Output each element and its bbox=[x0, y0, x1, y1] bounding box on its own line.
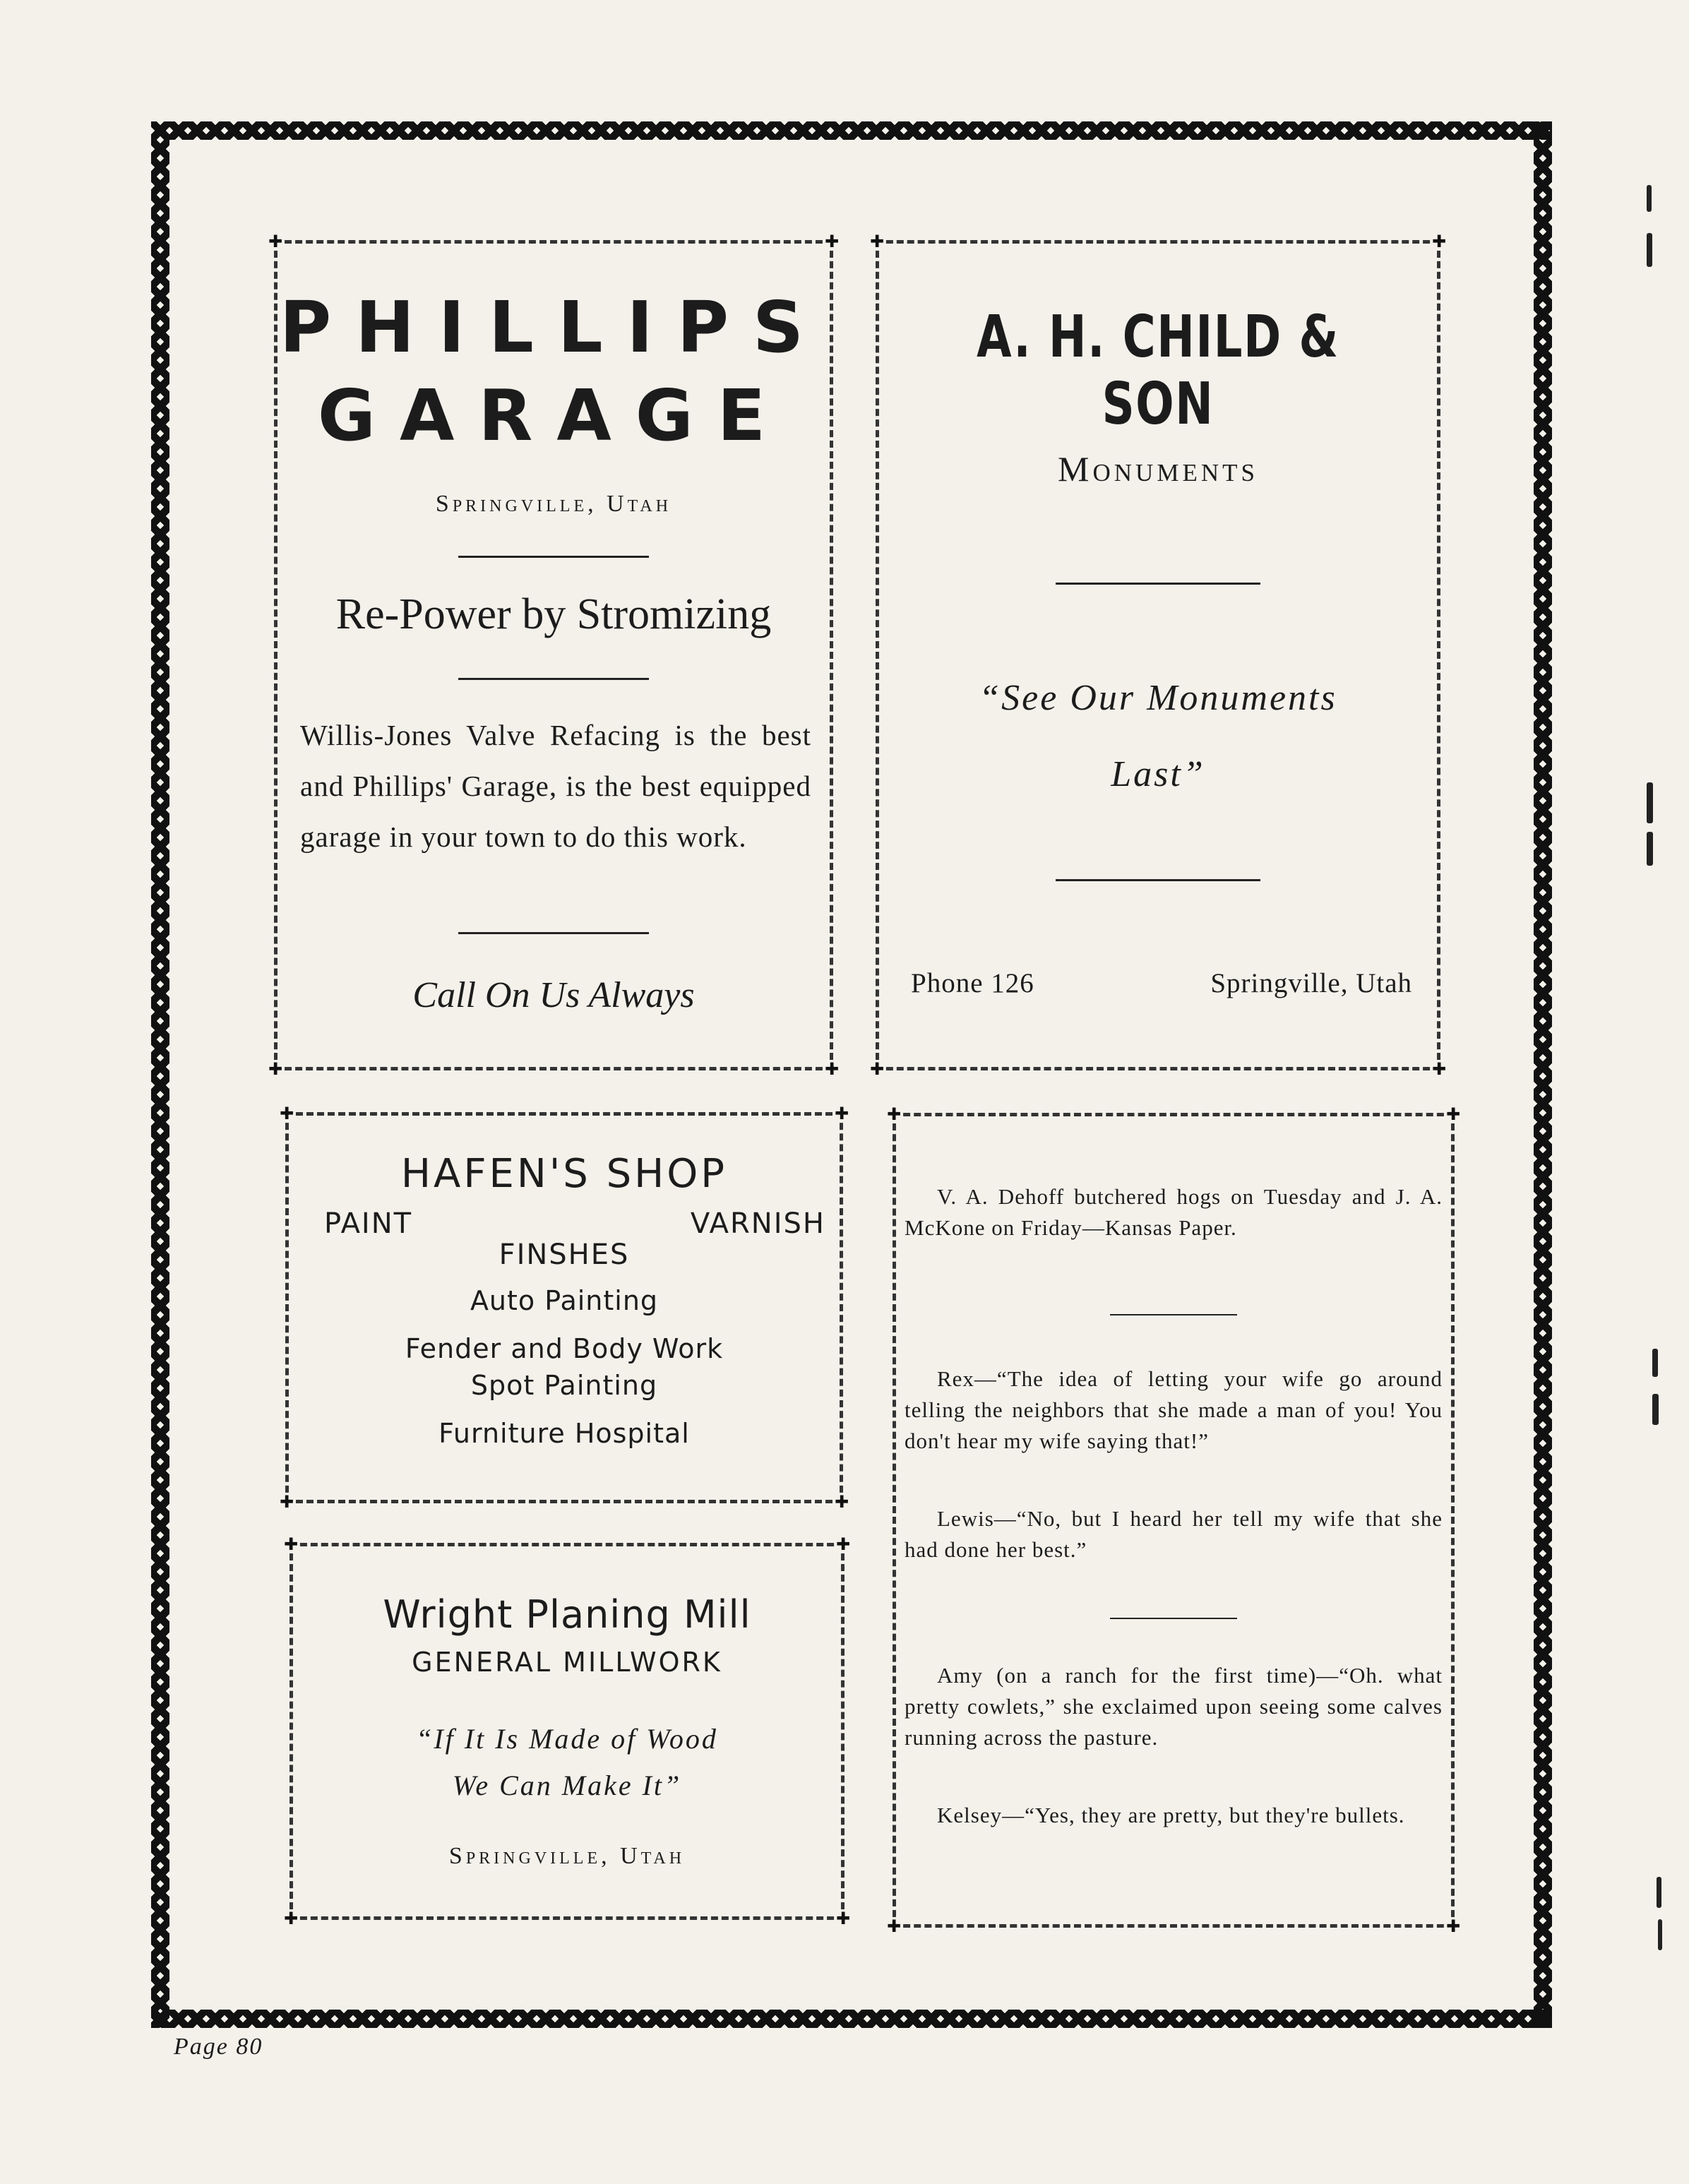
divider bbox=[277, 932, 830, 934]
corner-ornament: ✚ bbox=[824, 1059, 840, 1079]
ad-word-right: VARNISH bbox=[690, 1207, 825, 1240]
binding-mark bbox=[1657, 1877, 1661, 1908]
corner-ornament: ✚ bbox=[824, 232, 840, 251]
corner-ornament: ✚ bbox=[886, 1104, 902, 1124]
corner-ornament: ✚ bbox=[834, 1104, 849, 1123]
ad-body: Willis-Jones Valve Refacing is the best and Phillips' Garage, is the best equipped garage in your town to do this work. bbox=[300, 719, 811, 853]
binding-mark bbox=[1647, 782, 1653, 823]
binding-mark bbox=[1647, 233, 1652, 267]
wright-planing-mill-ad bbox=[283, 1534, 851, 1928]
ad-location: Springville, Utah bbox=[435, 491, 672, 517]
corner-ornament: ✚ bbox=[283, 1534, 299, 1554]
divider bbox=[277, 556, 830, 558]
joke-paragraph: Rex—“The idea of letting your wife go around telling the neighbors that she made a man of you! You don't hear my wife saying that!” bbox=[905, 1366, 1443, 1453]
ad-word-left: PAINT bbox=[324, 1207, 413, 1240]
corner-ornament: ✚ bbox=[268, 232, 283, 251]
joke-paragraph: Kelsey—“Yes, they are pretty, but they're bullets. bbox=[937, 1803, 1405, 1827]
ad-service-item: Auto Painting bbox=[470, 1285, 659, 1316]
diamond-border-right bbox=[1534, 121, 1552, 2028]
ad-service-item: Spot Painting bbox=[470, 1370, 658, 1401]
diamond-border-left bbox=[151, 121, 169, 2028]
ad-title: A. H. CHILD & SON bbox=[977, 304, 1339, 438]
joke-paragraph: Amy (on a ranch for the first time)—“Oh. what pretty cowlets,” she exclaimed upon seeing some calves running across the pasture. bbox=[905, 1663, 1443, 1750]
ad-quote-line1: “If It Is Made of Wood bbox=[416, 1723, 718, 1755]
ad-location: Springville, Utah bbox=[448, 1843, 686, 1869]
corner-ornament: ✚ bbox=[869, 232, 885, 251]
diamond-border-top bbox=[151, 121, 1552, 140]
page-number: Page 80 bbox=[174, 2034, 263, 2060]
corner-ornament: ✚ bbox=[835, 1534, 851, 1554]
corner-ornament: ✚ bbox=[869, 1059, 885, 1079]
corner-ornament: ✚ bbox=[279, 1104, 294, 1123]
corner-ornament: ✚ bbox=[283, 1909, 299, 1928]
ad-word-middle: FINSHES bbox=[499, 1239, 630, 1271]
ad-closing: Call On Us Always bbox=[412, 975, 695, 1015]
ad-service-item: Furniture Hospital bbox=[438, 1418, 690, 1449]
ad-location: Springville, Utah bbox=[1210, 968, 1412, 998]
ad-subtitle: GENERAL MILLWORK bbox=[412, 1647, 722, 1678]
jokes-column bbox=[886, 1104, 1461, 1936]
phillips-garage-ad bbox=[268, 232, 840, 1079]
ad-title-line1: PHILLIPS bbox=[279, 286, 828, 369]
diamond-border-bottom bbox=[151, 2010, 1552, 2028]
joke-paragraph: Lewis—“No, but I heard her tell my wife that she had done her best.” bbox=[905, 1506, 1443, 1562]
binding-mark bbox=[1652, 1394, 1659, 1425]
ad-tagline: Re-Power by Stromizing bbox=[335, 590, 772, 638]
divider bbox=[277, 678, 830, 680]
ad-service-item: Fender and Body Work bbox=[405, 1333, 724, 1364]
corner-ornament: ✚ bbox=[886, 1916, 902, 1936]
corner-ornament: ✚ bbox=[1445, 1104, 1461, 1124]
ad-title: Wright Planing Mill bbox=[383, 1592, 751, 1637]
ad-quote-line2: We Can Make It” bbox=[452, 1770, 682, 1801]
corner-ornament: ✚ bbox=[834, 1492, 849, 1512]
joke-paragraph: V. A. Dehoff butchered hogs on Tuesday and J. A. McKone on Friday—Kansas Paper. bbox=[905, 1184, 1443, 1240]
ad-subtitle: Monuments bbox=[1058, 449, 1258, 489]
corner-ornament: ✚ bbox=[835, 1909, 851, 1928]
ad-quote-line2: Last” bbox=[1111, 754, 1205, 794]
ad-title: HAFEN'S SHOP bbox=[400, 1151, 728, 1197]
ad-quote-line1: “See Our Monuments bbox=[979, 678, 1337, 718]
ad-title-line2: GARAGE bbox=[317, 374, 790, 457]
divider bbox=[879, 879, 1437, 881]
ad-phone: Phone 126 bbox=[911, 968, 1034, 998]
corner-ornament: ✚ bbox=[1431, 232, 1447, 251]
divider bbox=[879, 583, 1437, 585]
binding-mark bbox=[1652, 1349, 1658, 1377]
corner-ornament: ✚ bbox=[1445, 1916, 1461, 1936]
binding-mark bbox=[1658, 1919, 1662, 1950]
corner-ornament: ✚ bbox=[1431, 1059, 1447, 1079]
binding-mark bbox=[1647, 185, 1652, 212]
child-monuments-ad bbox=[869, 232, 1447, 1079]
corner-ornament: ✚ bbox=[268, 1059, 283, 1079]
divider bbox=[896, 1314, 1451, 1315]
divider bbox=[896, 1618, 1451, 1619]
binding-mark bbox=[1647, 832, 1653, 866]
corner-ornament: ✚ bbox=[279, 1492, 294, 1512]
hafens-shop-ad bbox=[279, 1104, 849, 1512]
